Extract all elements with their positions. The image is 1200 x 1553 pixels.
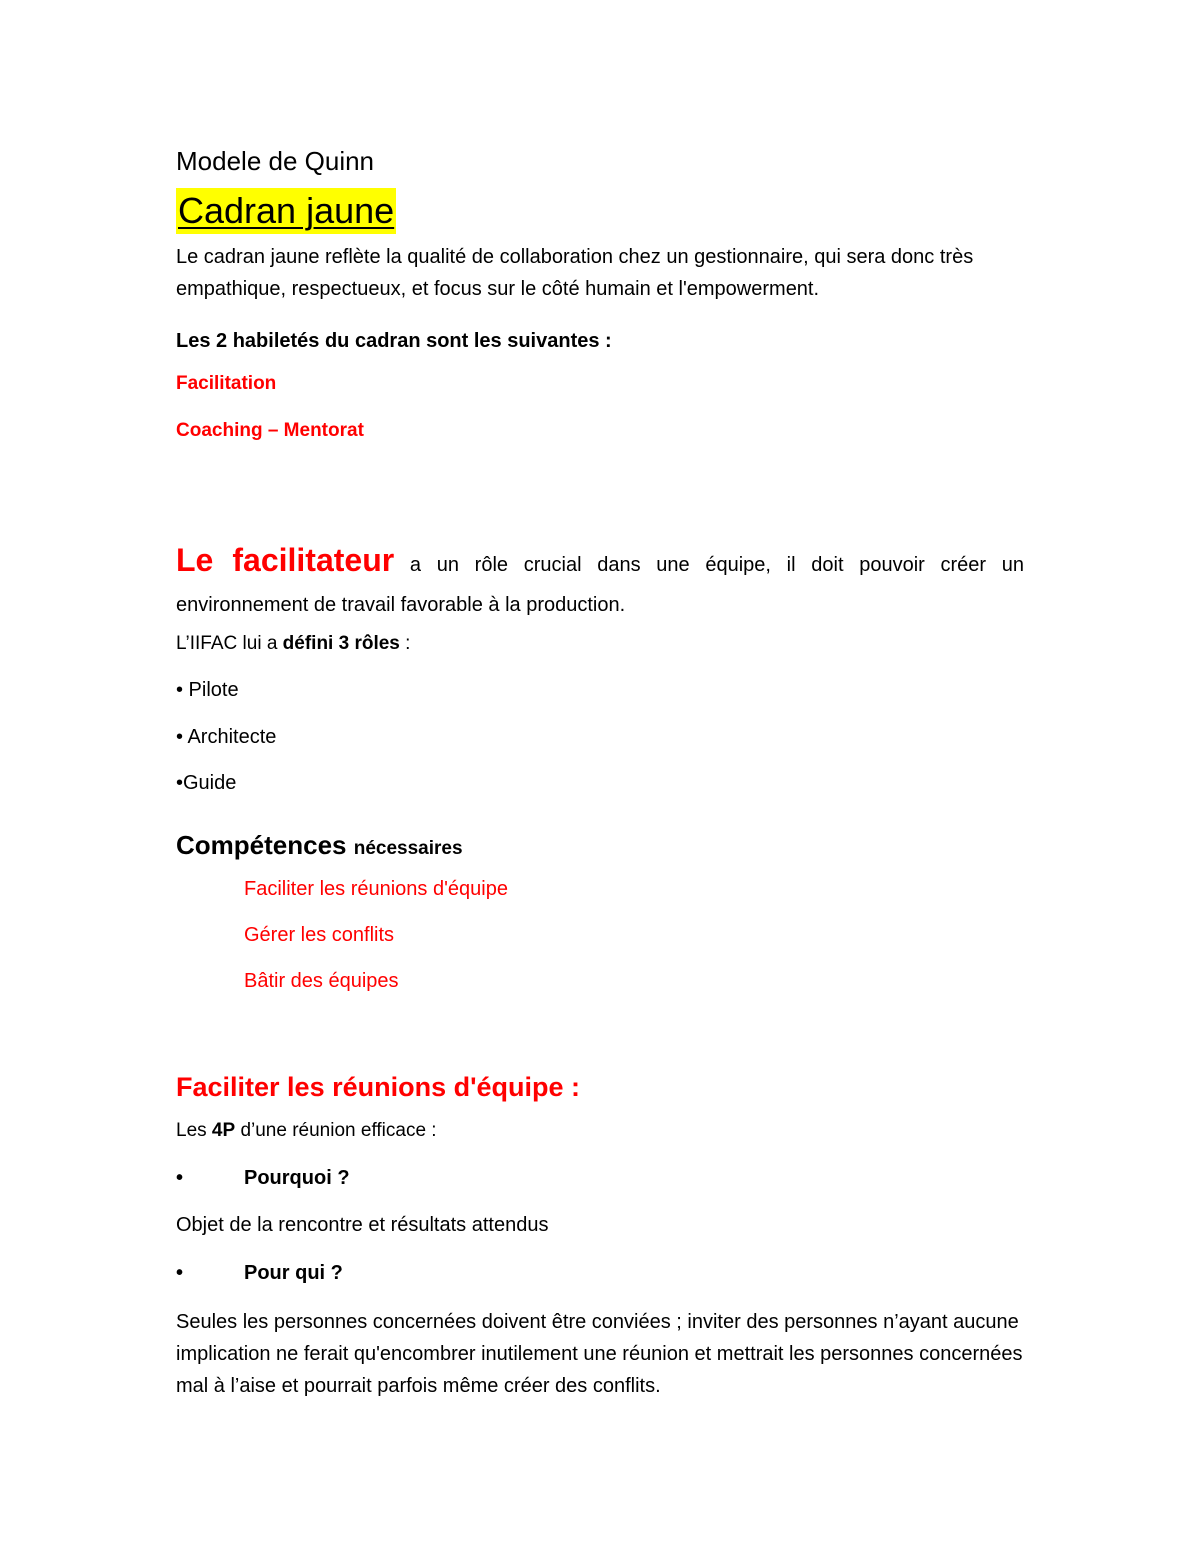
iifac-prefix: L’IIFAC lui a [176, 633, 283, 654]
four-p-suffix: d’une réunion efficace : [235, 1120, 437, 1141]
habilete-item: Coaching – Mentorat [176, 420, 364, 441]
document-title: Modele de Quinn [176, 146, 375, 176]
bullet-label: Pourquoi ? [244, 1167, 350, 1189]
four-p-line [176, 1120, 437, 1142]
competences-suffix: nécessaires [353, 838, 463, 859]
facilitateur-lead: Le facilitateur [176, 542, 395, 578]
bullet-label: Pour qui ? [244, 1262, 343, 1284]
bullet-dot: • [176, 1167, 184, 1189]
section-heading-reunions: Faciliter les réunions d'équipe : [176, 1072, 581, 1102]
competence-item: Faciliter les réunions d'équipe [244, 878, 508, 900]
bullet-pour-qui [176, 1262, 343, 1285]
four-p-prefix: Les [176, 1120, 212, 1141]
role-item: • Pilote [176, 679, 239, 701]
habiletes-title: Les 2 habiletés du cadran sont les suivantes : [176, 330, 612, 352]
bullet-pourquoi [176, 1167, 350, 1190]
iifac-line [176, 633, 410, 655]
habilete-item: Facilitation [176, 373, 277, 394]
pour-qui-paragraph: Seules les personnes concernées doivent être conviées ; inviter des personnes n’ayant aucune implication ne ferait qu'encombrer inutilement une réunion et mettrait les personnes concernées mal à l’aise et pourrait parfois même créer des conflits. [176, 1311, 1023, 1397]
heading-cadran-jaune: Cadran jaune [176, 188, 396, 234]
four-p-bold: 4P [211, 1120, 236, 1141]
iifac-bold: défini 3 rôles [282, 633, 400, 654]
competence-item: Gérer les conflits [244, 924, 395, 946]
facilitateur-text: a un rôle crucial dans une équipe, il doit pouvoir créer un environnement de travail favorable à la production. [176, 554, 1025, 616]
iifac-suffix: : [399, 633, 411, 654]
competences-title: Compétences [176, 830, 347, 860]
pourquoi-text: Objet de la rencontre et résultats attendus [176, 1214, 549, 1236]
facilitateur-paragraph [176, 540, 1024, 625]
intro-paragraph: Le cadran jaune reflète la qualité de collaboration chez un gestionnaire, qui sera donc très empathique, respectueux, et focus sur le côté humain et l'empowerment. [176, 246, 974, 300]
competence-item: Bâtir des équipes [244, 970, 399, 992]
bullet-dot: • [176, 1262, 184, 1284]
role-item: •Guide [176, 772, 237, 794]
competences-heading [176, 830, 463, 861]
role-item: • Architecte [176, 726, 277, 748]
